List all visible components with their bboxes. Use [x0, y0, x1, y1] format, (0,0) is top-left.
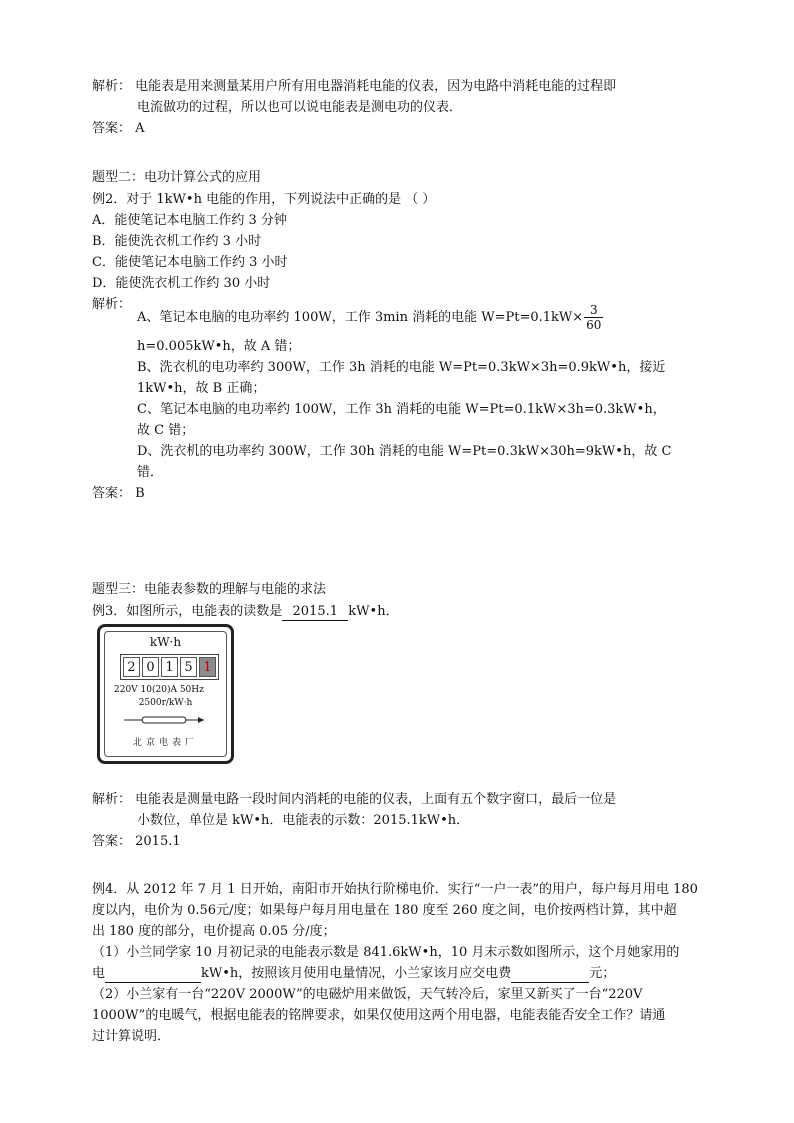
q1-middle: kW•h，按照该月使用电量情况，小兰家该月应交电费 [201, 966, 512, 981]
example-3-question [92, 602, 399, 622]
option-d: D．能使洗衣机工作约 30 小时 [92, 276, 271, 291]
example-2-question: 例2．对于 1kW•h 电能的作用，下列说法中正确的是 （ ） [92, 192, 436, 207]
q1-fee-blank [511, 966, 589, 983]
example-4-q1-line-1: （1）小兰同学家 10 月初记录的电能表示数是 841.6kW•h，10 月末示数如图所示，这个月她家用的 [92, 945, 680, 960]
meter-digit: 1 [161, 657, 178, 677]
electric-meter-figure [97, 624, 234, 764]
section-heading-2: 题型二：电功计算公式的应用 [92, 170, 262, 185]
analysis-c-line-1: C、笔记本电脑的电功率约 100W，工作 3h 消耗的电能 W=Pt=0.1kW×3h=0.3kW•h， [137, 402, 666, 417]
example-4-q1-line-2 [92, 964, 615, 984]
meter-digit: 0 [142, 657, 159, 677]
meter-digit-window [120, 654, 219, 680]
meter-unit-label: kW·h [149, 635, 182, 649]
analysis-d-line-1: D、洗衣机的电功率约 300W，工作 30h 消耗的电能 W=Pt=0.3kW×30h=9kW•h，故 C [137, 444, 672, 459]
option-c: C．能使笔记本电脑工作约 3 小时 [92, 255, 288, 270]
example-4-q2-line-2: 1000W”的电暖气，根据电能表的铭牌要求，如果仅使用这两个用电器，电能表能否安全工作？请通 [92, 1008, 666, 1023]
analysis-3-line-2: 小数位，单位是 kW•h．电能表的示数：2015.1kW•h． [137, 813, 470, 828]
answer-3: 答案： 2015.1 [92, 834, 181, 849]
analysis-a-text: A、笔记本电脑的电功率约 100W，工作 3min 消耗的电能 W=Pt=0.1kW× [137, 310, 584, 325]
analysis-line-2: 电流做功的过程，所以也可以说电能表是测电功的仪表． [137, 100, 463, 115]
analysis-d-line-2: 错． [137, 465, 164, 480]
analysis-line-1: 解析： 电能表是用来测量某用户所有用电器消耗电能的仪表，因为电路中消耗电能的过程即 [92, 79, 617, 94]
answer-2: 答案： B [92, 486, 145, 501]
option-b: B．能使洗衣机工作约 3 小时 [92, 234, 262, 249]
q1-suffix: 元； [589, 966, 616, 981]
fraction-denominator: 60 [586, 318, 602, 332]
example-4-line-1: 例4．从 2012 年 7 月 1 日开始，南阳市开始执行阶梯电价．实行“一户一表”的用户，每户每月用电 180 [92, 882, 698, 897]
analysis-a-line-2: h=0.005kW•h，故 A 错； [137, 339, 301, 354]
example-4-q2-line-3: 过计算说明． [92, 1029, 171, 1044]
example-4-q2-line-1: （2）小兰家有一台“220V 2000W”的电磁炉用来做饭，天气转冷后，家里又新买了一台“220V [92, 987, 643, 1002]
meter-digit: 2 [123, 657, 140, 677]
example-3-answer-blank: 2015.1 [282, 604, 348, 621]
analysis-a-line-1 [137, 303, 603, 332]
section-heading-3: 题型三：电能表参数的理解与电能的求法 [92, 582, 327, 597]
meter-disk-icon [124, 715, 204, 725]
example-4-line-2: 度以内，电价为 0.56元/度；如果每户每月用电量在 180 度至 260 度之间，电价按两档计算，其中超 [92, 903, 677, 918]
example-3-question-text: 例3．如图所示，电能表的读数是 [92, 604, 283, 619]
meter-maker: 北京电表厂 [132, 738, 198, 748]
q1-energy-blank [105, 966, 201, 983]
analysis-c-line-2: 故 C 错； [137, 423, 195, 438]
meter-specs: 220V 10(20)A 50Hz [114, 685, 204, 695]
meter-decimal-digit: 1 [199, 657, 216, 677]
analysis-3-line-1: 解析： 电能表是测量电路一段时间内消耗的电能的仪表，上面有五个数字窗口，最后一位是 [92, 792, 617, 807]
analysis-b-line-2: 1kW•h，故 B 正确； [137, 381, 266, 396]
fraction [584, 303, 603, 332]
meter-rate: 2500r/kW·h [138, 698, 193, 708]
analysis-b-line-1: B、洗衣机的电功率约 300W，工作 3h 消耗的电能 W=Pt=0.3kW×3h=0.9kW•h，接近 [137, 360, 666, 375]
example-3-unit: kW•h． [348, 604, 399, 619]
option-a: A．能使笔记本电脑工作约 3 分钟 [92, 213, 287, 228]
fraction-numerator: 3 [584, 303, 603, 318]
analysis-label: 解析： [92, 297, 132, 312]
answer-1: 答案： A [92, 121, 145, 136]
meter-digit: 5 [180, 657, 197, 677]
q1-prefix: 电 [92, 966, 106, 981]
example-4-line-3: 出 180 度的部分，电价提高 0.05 分/度； [92, 924, 336, 939]
